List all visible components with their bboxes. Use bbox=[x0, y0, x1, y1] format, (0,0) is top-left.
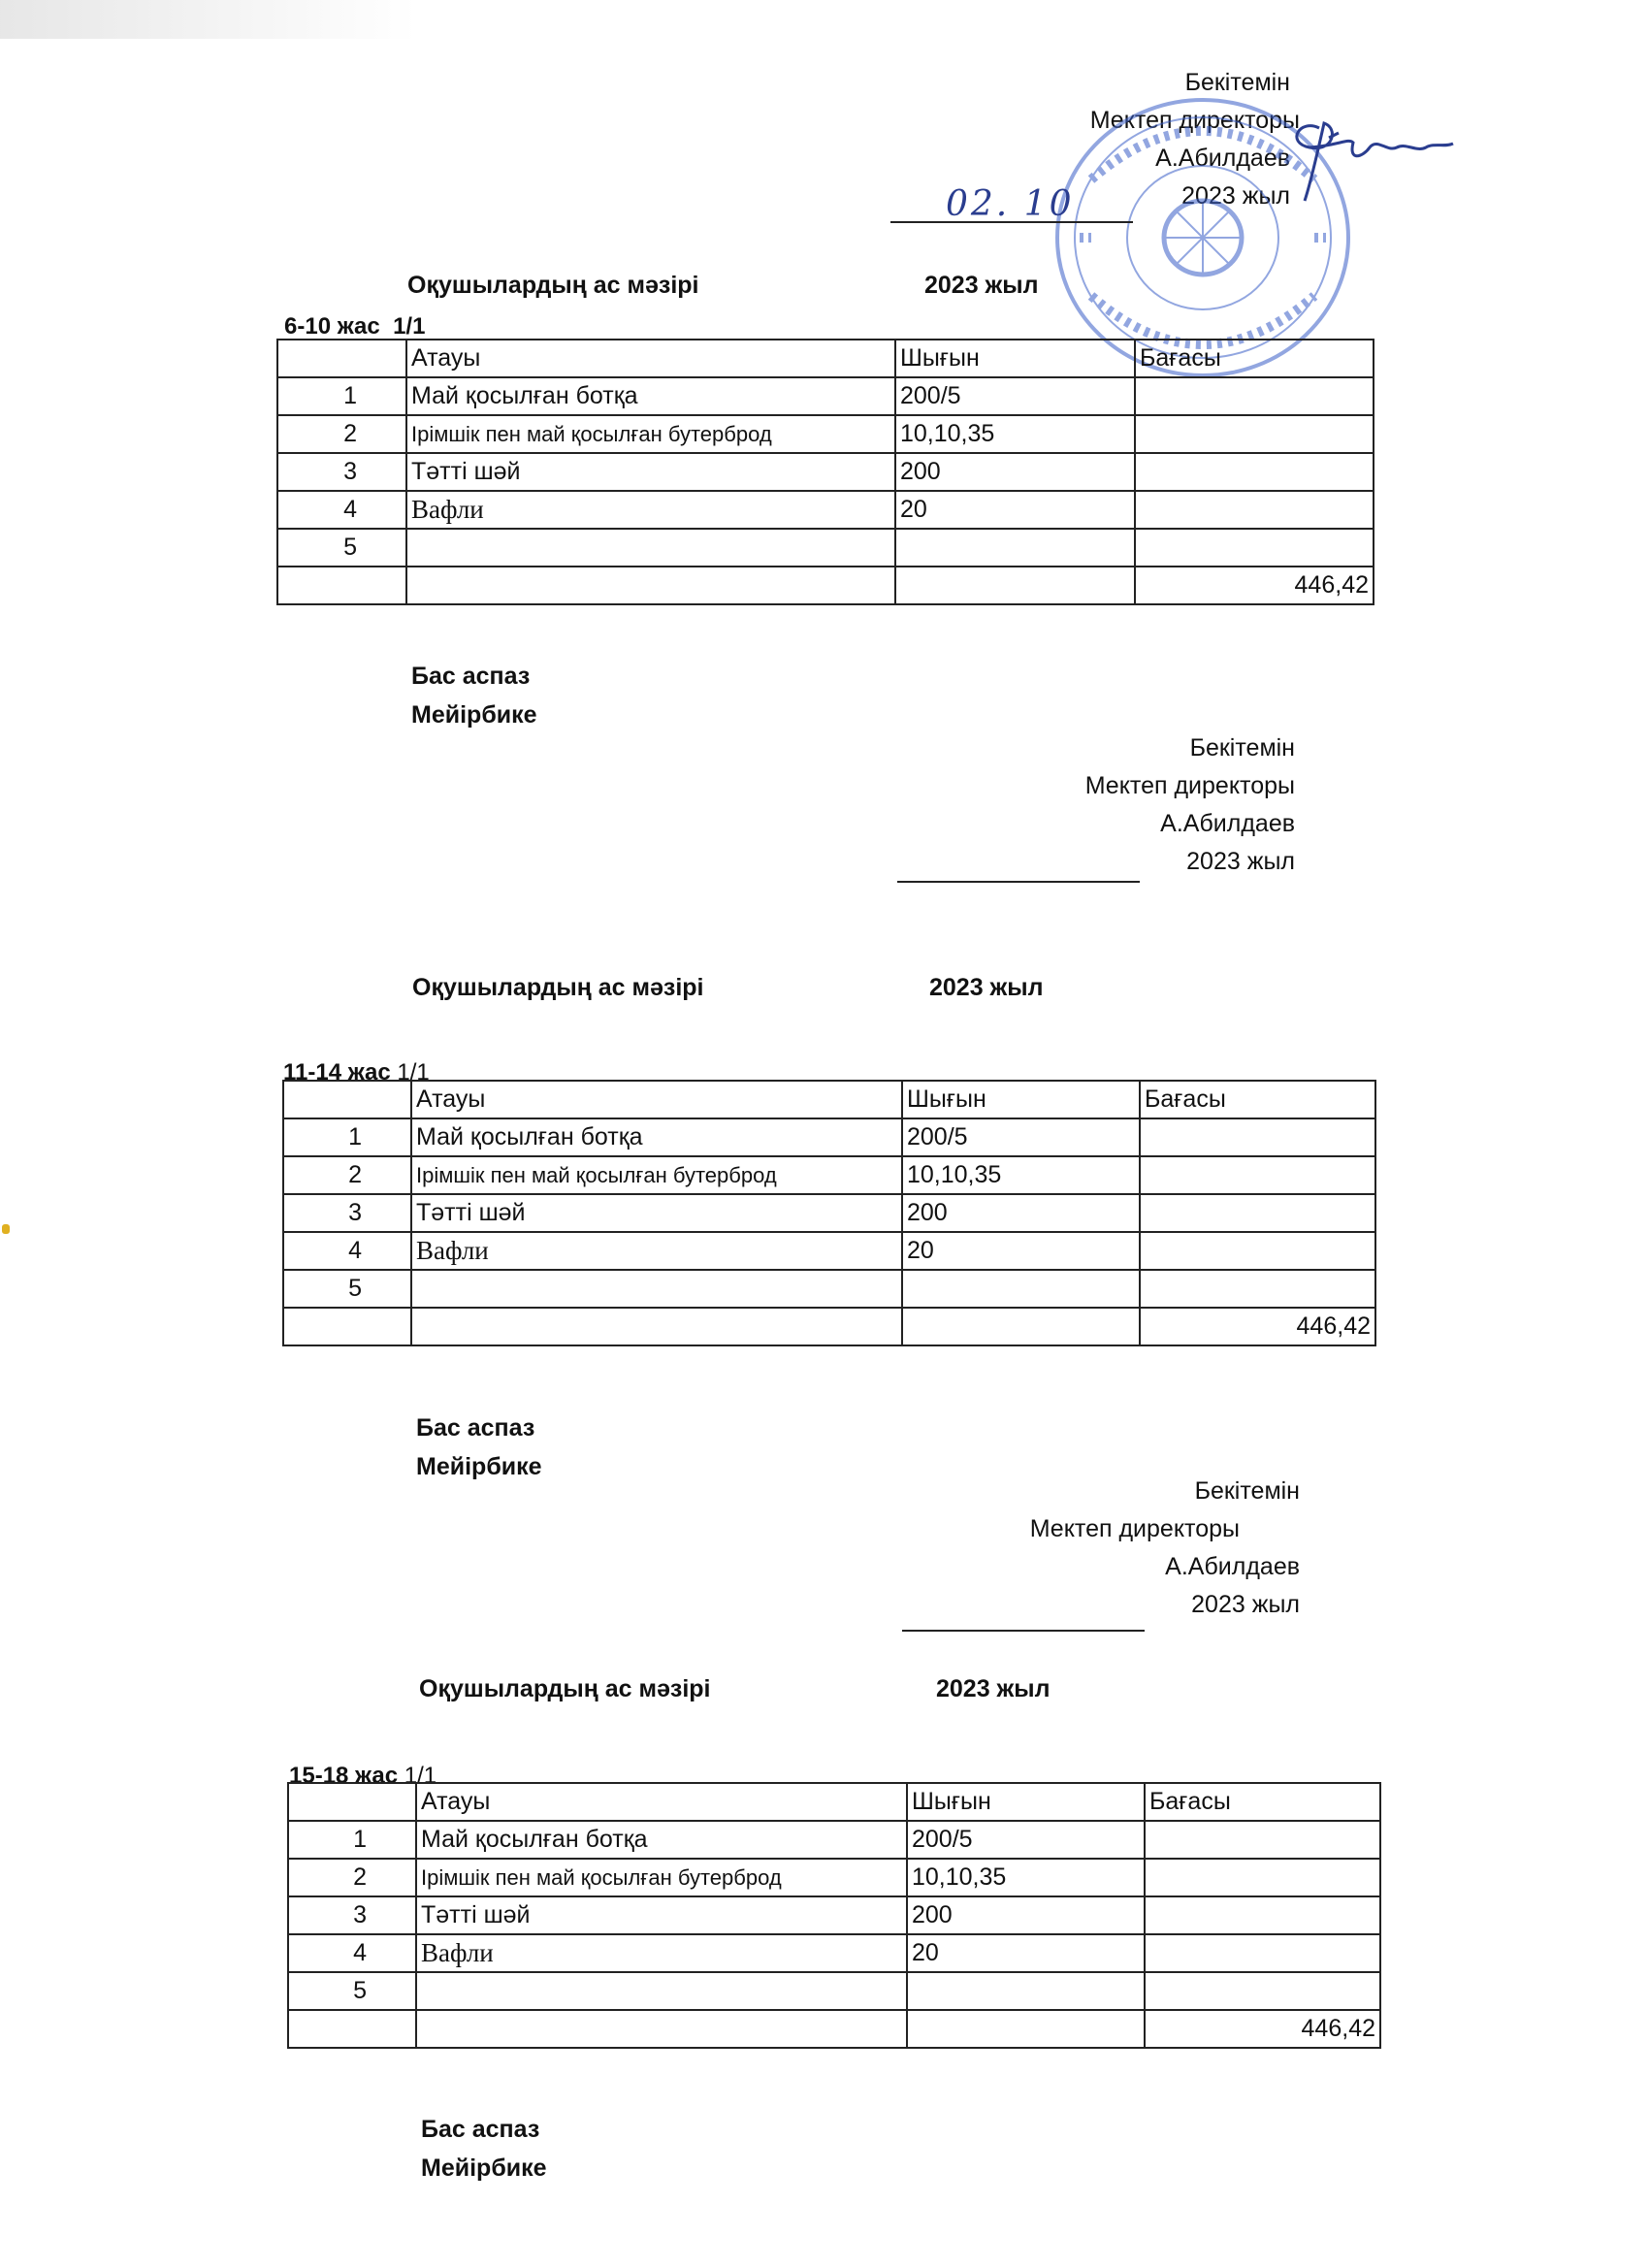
item-name: Ірімшік пен май қосылған бутерброд bbox=[416, 1859, 907, 1896]
table-header-row bbox=[288, 1783, 1380, 1821]
table-row bbox=[277, 453, 1374, 491]
signature-line-2 bbox=[897, 881, 1140, 883]
row-number: 3 bbox=[283, 1194, 411, 1232]
approve-label: Бекітемін bbox=[1189, 734, 1295, 761]
menu-title-3: Оқушылардың ас мәзірі bbox=[419, 1675, 711, 1702]
item-name: Вафли bbox=[416, 1934, 907, 1972]
item-name: Ірімшік пен май қосылған бутерброд bbox=[411, 1156, 902, 1194]
chef-label: Бас аспаз bbox=[416, 1414, 535, 1442]
age-group-label: 6-10 жас bbox=[284, 313, 380, 340]
row-number: 1 bbox=[288, 1821, 416, 1859]
col-header-amount: Шығын bbox=[902, 1081, 1140, 1118]
row-number: 2 bbox=[283, 1156, 411, 1194]
table-row bbox=[288, 1859, 1380, 1896]
item-amount bbox=[907, 1972, 1145, 2010]
table-row bbox=[288, 1896, 1380, 1934]
table-total-row bbox=[288, 2010, 1380, 2048]
staff-block-3 bbox=[421, 2110, 547, 2187]
item-amount: 200/5 bbox=[895, 377, 1135, 415]
row-number: 2 bbox=[277, 415, 406, 453]
row-number: 4 bbox=[283, 1232, 411, 1270]
table-total-row bbox=[283, 1308, 1375, 1345]
item-name bbox=[406, 529, 895, 567]
row-number: 4 bbox=[277, 491, 406, 529]
director-name: А.Абилдаев bbox=[1160, 810, 1295, 837]
table-row bbox=[288, 1821, 1380, 1859]
approval-block-2 bbox=[985, 729, 1295, 881]
nurse-label: Мейірбике bbox=[421, 2155, 547, 2182]
director-name: А.Абилдаев bbox=[1155, 145, 1290, 172]
item-name: Тәтті шәй bbox=[416, 1896, 907, 1934]
menu-table-2 bbox=[282, 1080, 1376, 1346]
age-group-label: 11-14 жас bbox=[283, 1059, 391, 1085]
item-amount bbox=[902, 1270, 1140, 1308]
approval-year: 2023 жыл bbox=[1186, 848, 1295, 875]
table-row bbox=[277, 377, 1374, 415]
table-row bbox=[283, 1118, 1375, 1156]
col-header-price: Бағасы bbox=[1145, 1783, 1380, 1821]
portion-label: 1/1 bbox=[393, 313, 426, 340]
item-name: Тәтті шәй bbox=[411, 1194, 902, 1232]
table-row bbox=[288, 1972, 1380, 2010]
table-row bbox=[277, 529, 1374, 567]
item-name bbox=[411, 1270, 902, 1308]
chef-label: Бас аспаз bbox=[421, 2116, 540, 2143]
col-header-name: Атауы bbox=[406, 340, 895, 377]
table-row bbox=[277, 415, 1374, 453]
table-row bbox=[283, 1194, 1375, 1232]
item-name: Ірімшік пен май қосылған бутерброд bbox=[406, 415, 895, 453]
row-number: 2 bbox=[288, 1859, 416, 1896]
row-number: 4 bbox=[288, 1934, 416, 1972]
row-number: 3 bbox=[288, 1896, 416, 1934]
menu-title-1: Оқушылардың ас мәзірі bbox=[407, 272, 699, 299]
item-amount: 200 bbox=[895, 453, 1135, 491]
col-header-name: Атауы bbox=[411, 1081, 902, 1118]
table-header-row bbox=[277, 340, 1374, 377]
portion-label: 1/1 bbox=[404, 1763, 437, 1789]
item-amount: 200/5 bbox=[907, 1821, 1145, 1859]
chef-label: Бас аспаз bbox=[411, 663, 531, 690]
table-row bbox=[283, 1270, 1375, 1308]
table-total-row bbox=[277, 567, 1374, 604]
item-name: Вафли bbox=[411, 1232, 902, 1270]
item-name: Тәтті шәй bbox=[406, 453, 895, 491]
total-price: 446,42 bbox=[1140, 1308, 1375, 1345]
row-number: 1 bbox=[277, 377, 406, 415]
item-amount: 20 bbox=[902, 1232, 1140, 1270]
table-header-row bbox=[283, 1081, 1375, 1118]
row-number: 5 bbox=[288, 1972, 416, 2010]
menu-year-2: 2023 жыл bbox=[929, 974, 1044, 1001]
scan-smudge bbox=[0, 0, 417, 39]
col-header-price: Бағасы bbox=[1135, 340, 1374, 377]
handwritten-date: 02. 10 bbox=[946, 184, 1075, 224]
item-amount: 10,10,35 bbox=[907, 1859, 1145, 1896]
total-price: 446,42 bbox=[1145, 2010, 1380, 2048]
item-name bbox=[416, 1972, 907, 2010]
item-name: Май қосылған ботқа bbox=[411, 1118, 902, 1156]
approve-label: Бекітемін bbox=[1194, 1477, 1300, 1505]
menu-table-3 bbox=[287, 1782, 1381, 2049]
table-row bbox=[288, 1934, 1380, 1972]
item-amount bbox=[895, 529, 1135, 567]
approval-year: 2023 жыл bbox=[1191, 1591, 1300, 1618]
age-group-label: 15-18 жас bbox=[289, 1763, 399, 1789]
nurse-label: Мейірбике bbox=[416, 1453, 542, 1480]
menu-table-1 bbox=[276, 339, 1374, 605]
item-amount: 200 bbox=[907, 1896, 1145, 1934]
director-name: А.Абилдаев bbox=[1165, 1553, 1300, 1580]
row-number: 5 bbox=[283, 1270, 411, 1308]
approval-block-3 bbox=[989, 1473, 1300, 1624]
table-row bbox=[277, 491, 1374, 529]
row-number: 3 bbox=[277, 453, 406, 491]
approve-label: Бекітемін bbox=[1184, 69, 1290, 96]
staff-block-1 bbox=[411, 657, 537, 734]
staff-block-2 bbox=[416, 1409, 542, 1486]
signature-line-3 bbox=[902, 1630, 1145, 1632]
item-amount: 20 bbox=[895, 491, 1135, 529]
item-amount: 20 bbox=[907, 1934, 1145, 1972]
nurse-label: Мейірбике bbox=[411, 701, 537, 729]
table-row bbox=[283, 1232, 1375, 1270]
portion-label: 1/1 bbox=[397, 1059, 430, 1085]
item-amount: 200 bbox=[902, 1194, 1140, 1232]
approval-year: 2023 жыл bbox=[1181, 182, 1290, 210]
col-header-amount: Шығын bbox=[895, 340, 1135, 377]
menu-title-2: Оқушылардың ас мәзірі bbox=[412, 974, 704, 1001]
director-position: Мектеп директоры bbox=[1089, 107, 1300, 134]
item-amount: 200/5 bbox=[902, 1118, 1140, 1156]
scan-speck bbox=[2, 1224, 10, 1234]
item-amount: 10,10,35 bbox=[895, 415, 1135, 453]
item-name: Вафли bbox=[406, 491, 895, 529]
total-price: 446,42 bbox=[1135, 567, 1374, 604]
director-position: Мектеп директоры bbox=[1029, 1515, 1240, 1542]
menu-year-1: 2023 жыл bbox=[924, 272, 1039, 299]
item-amount: 10,10,35 bbox=[902, 1156, 1140, 1194]
col-header-amount: Шығын bbox=[907, 1783, 1145, 1821]
col-header-price: Бағасы bbox=[1140, 1081, 1375, 1118]
table-row bbox=[283, 1156, 1375, 1194]
director-position: Мектеп директоры bbox=[1084, 772, 1295, 799]
row-number: 5 bbox=[277, 529, 406, 567]
row-number: 1 bbox=[283, 1118, 411, 1156]
menu-year-3: 2023 жыл bbox=[936, 1675, 1051, 1702]
signature-line-1 bbox=[890, 221, 1133, 223]
item-name: Май қосылған ботқа bbox=[406, 377, 895, 415]
col-header-name: Атауы bbox=[416, 1783, 907, 1821]
director-signature-icon bbox=[1280, 109, 1455, 206]
item-name: Май қосылған ботқа bbox=[416, 1821, 907, 1859]
age-group-1 bbox=[284, 313, 425, 340]
